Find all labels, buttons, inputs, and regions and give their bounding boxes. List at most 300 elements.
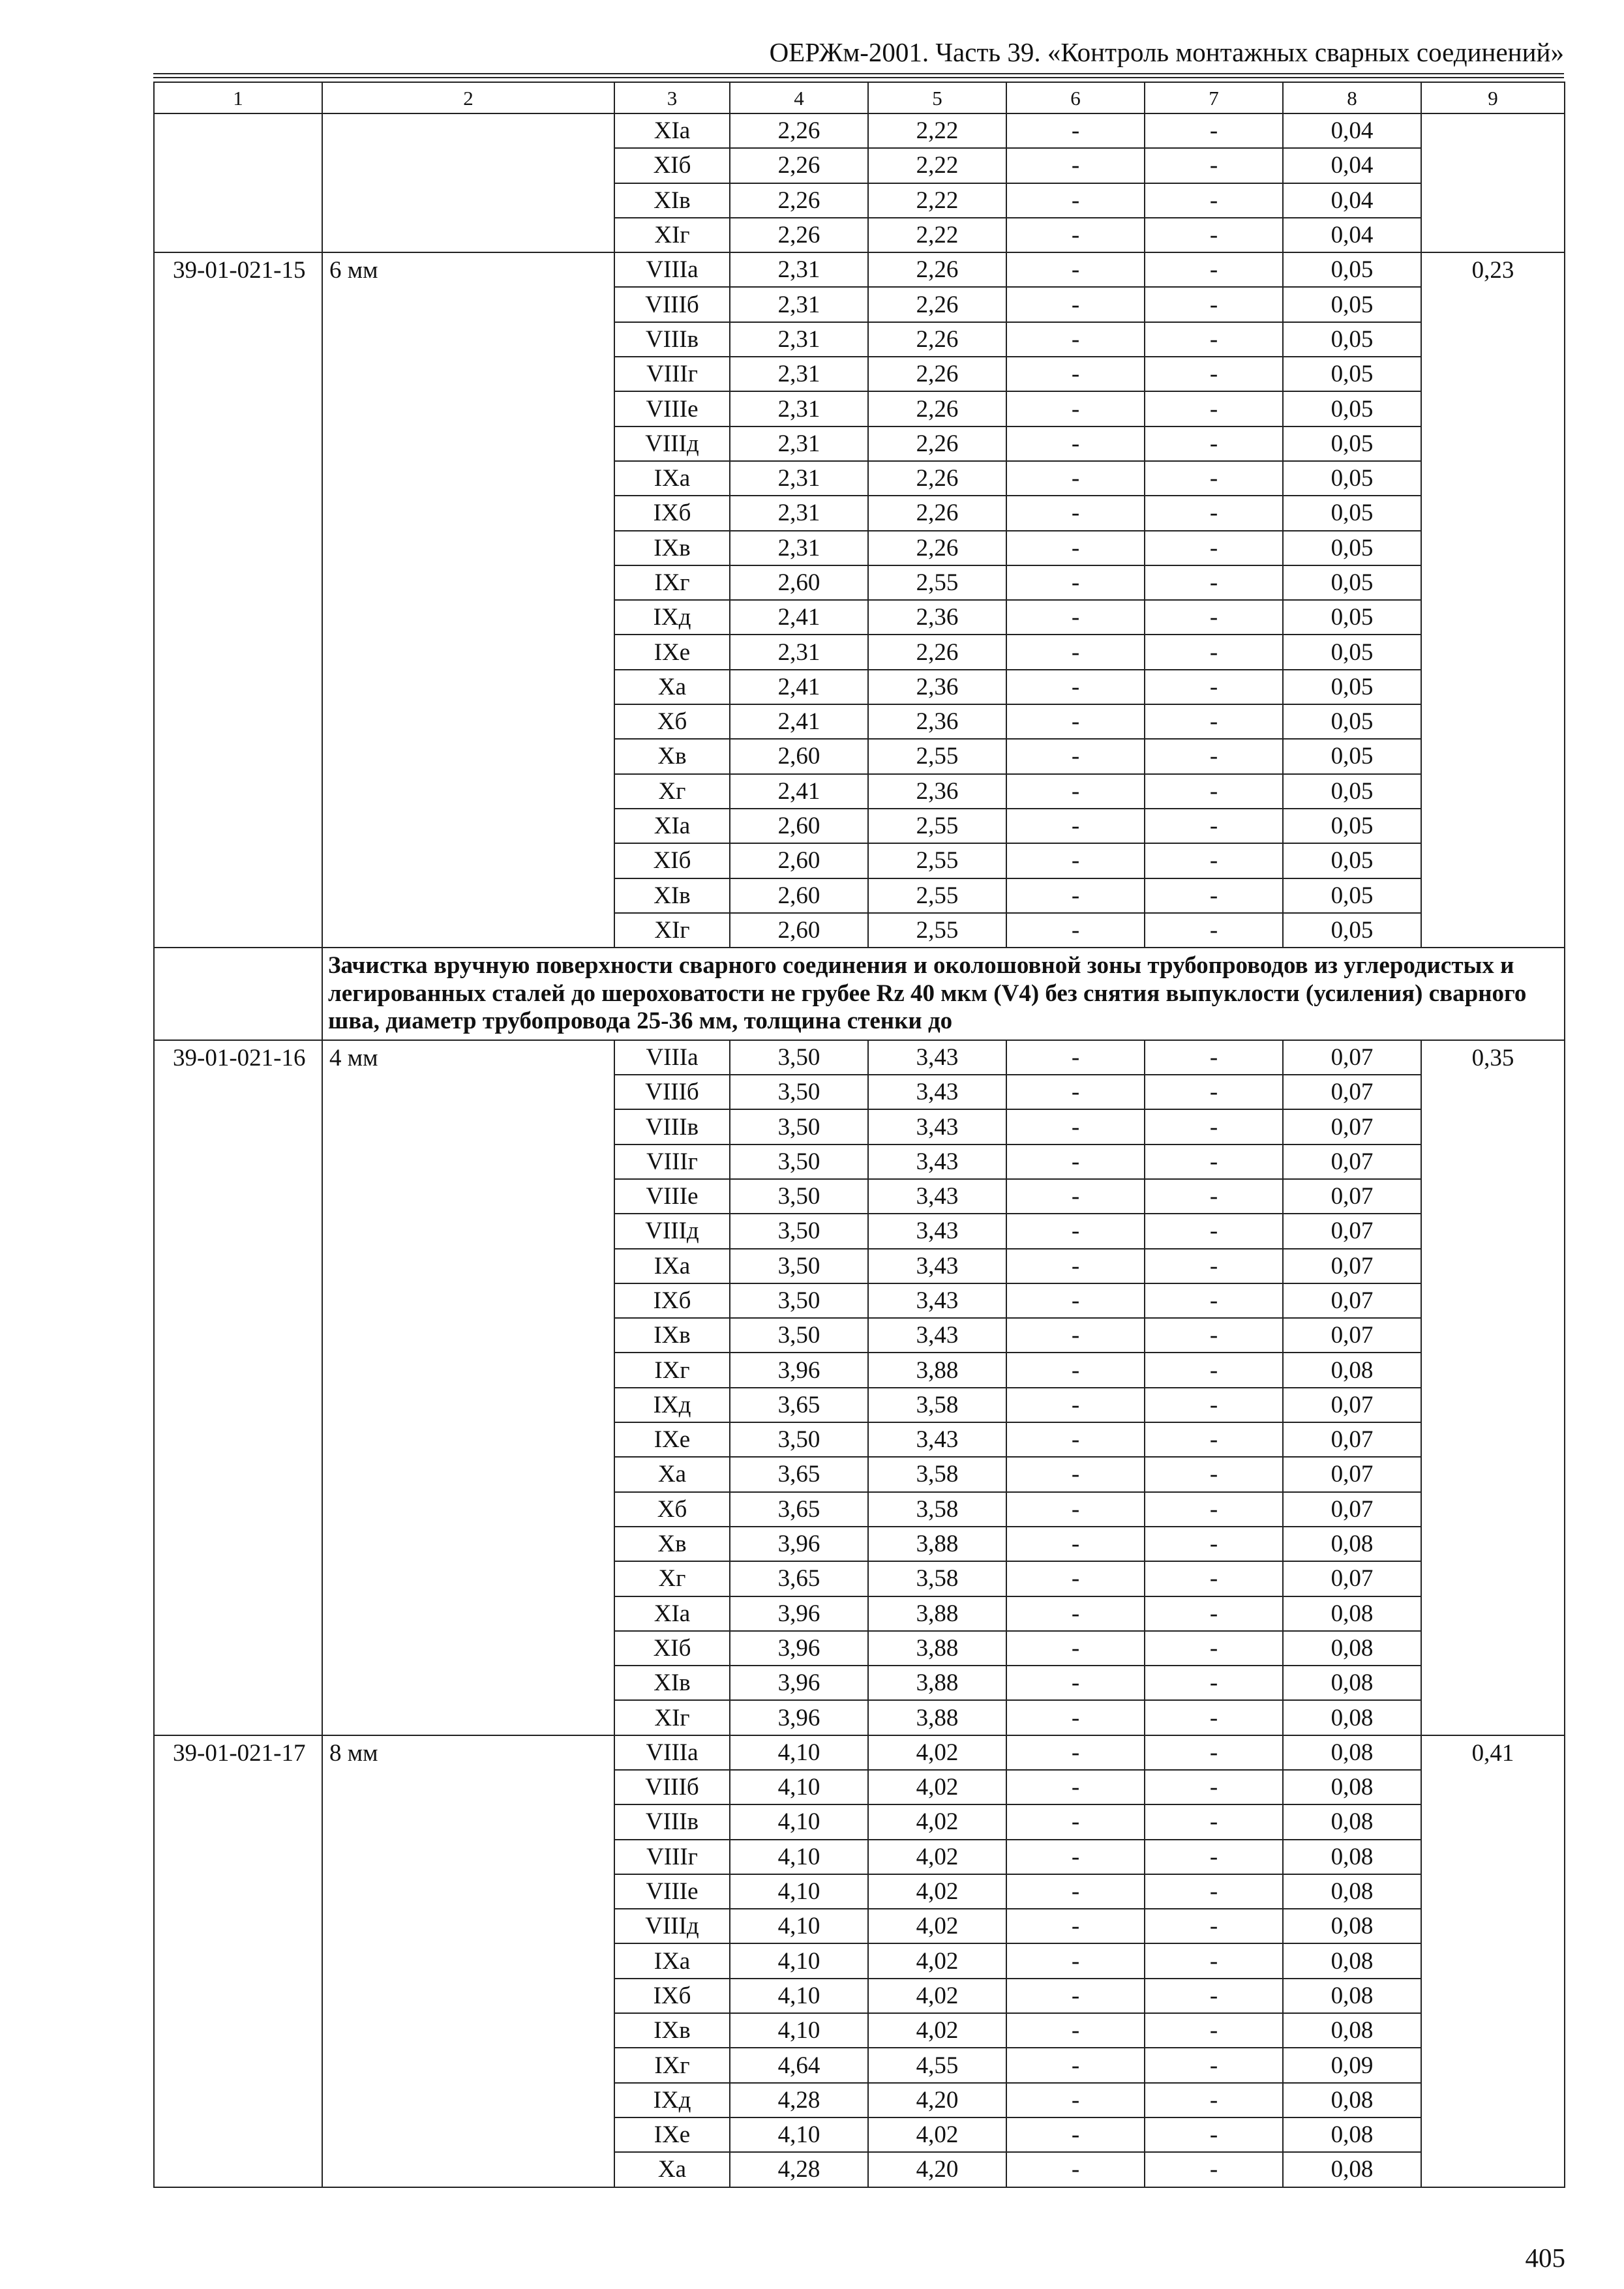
value-cell: -	[1006, 148, 1145, 183]
item-code: 39-01-021-15	[154, 252, 322, 948]
value-cell: 0,05	[1283, 391, 1421, 426]
category-cell: VIIIe	[614, 1874, 730, 1909]
value-cell: 4,55	[868, 2048, 1006, 2082]
value-cell: -	[1145, 843, 1283, 878]
value-cell: -	[1145, 1353, 1283, 1387]
item-code: 39-01-021-17	[154, 1735, 322, 2187]
value-cell: -	[1006, 531, 1145, 565]
value-cell: 2,31	[730, 635, 868, 669]
category-cell: Xв	[614, 1527, 730, 1561]
table-row	[154, 1735, 1565, 1770]
category-cell: XIг	[614, 1700, 730, 1735]
category-cell: VIIIв	[614, 1109, 730, 1144]
value-cell: -	[1006, 1666, 1145, 1700]
value-cell: 0,08	[1283, 1979, 1421, 2013]
category-cell: IXб	[614, 1283, 730, 1318]
value-cell: 0,07	[1283, 1457, 1421, 1491]
value-cell: -	[1145, 2117, 1283, 2152]
value-cell: 3,58	[868, 1492, 1006, 1527]
value-cell: -	[1145, 1666, 1283, 1700]
value-cell: -	[1145, 391, 1283, 426]
value-cell: -	[1145, 774, 1283, 809]
value-cell: 0,07	[1283, 1318, 1421, 1353]
value-cell: -	[1006, 1179, 1145, 1214]
table-body	[154, 82, 1565, 2187]
header-divider	[153, 73, 1564, 78]
value-cell: 2,36	[868, 704, 1006, 739]
value-cell: -	[1145, 1422, 1283, 1457]
value-cell: -	[1006, 565, 1145, 600]
value-cell: -	[1006, 1075, 1145, 1109]
category-cell: XIг	[614, 913, 730, 948]
value-cell: -	[1006, 2048, 1145, 2082]
value-cell: 4,64	[730, 2048, 868, 2082]
value-cell: 2,60	[730, 809, 868, 843]
value-cell: 3,96	[730, 1700, 868, 1735]
value-cell: 2,26	[730, 183, 868, 218]
column-number: 4	[730, 82, 868, 113]
value-cell: 4,02	[868, 1979, 1006, 2013]
value-cell: 0,05	[1283, 600, 1421, 635]
value-cell: -	[1006, 1735, 1145, 1770]
value-cell: 0,08	[1283, 1804, 1421, 1839]
category-cell: XIб	[614, 1631, 730, 1666]
value-cell: 0,07	[1283, 1388, 1421, 1422]
value-cell: 3,88	[868, 1631, 1006, 1666]
value-cell: -	[1145, 2013, 1283, 2048]
value-cell: 3,65	[730, 1561, 868, 1596]
value-cell: -	[1145, 252, 1283, 287]
value-cell: 4,10	[730, 1840, 868, 1874]
value-cell: 2,31	[730, 252, 868, 287]
value-cell: 2,26	[868, 496, 1006, 530]
value-cell: -	[1006, 2013, 1145, 2048]
value-cell: -	[1145, 1075, 1283, 1109]
value-cell: -	[1006, 1214, 1145, 1248]
category-cell: Xa	[614, 1457, 730, 1491]
value-cell: 0,08	[1283, 1527, 1421, 1561]
value-cell: -	[1006, 1700, 1145, 1735]
value-cell: 3,96	[730, 1596, 868, 1631]
value-cell: -	[1006, 1109, 1145, 1144]
value-cell: -	[1145, 1909, 1283, 1943]
value-cell: -	[1145, 1561, 1283, 1596]
value-cell: -	[1145, 1631, 1283, 1666]
value-cell: 0,07	[1283, 1283, 1421, 1318]
value-cell: -	[1006, 1840, 1145, 1874]
value-cell: 0,08	[1283, 2083, 1421, 2117]
value-cell: -	[1006, 1527, 1145, 1561]
category-cell: VIIIб	[614, 287, 730, 322]
value-cell: -	[1006, 1561, 1145, 1596]
value-cell: 4,10	[730, 1770, 868, 1804]
value-cell: 2,55	[868, 878, 1006, 913]
value-cell: -	[1006, 1040, 1145, 1075]
value-cell: -	[1145, 1770, 1283, 1804]
category-cell: VIIIв	[614, 1804, 730, 1839]
value-cell: 2,26	[730, 148, 868, 183]
category-cell: IXa	[614, 1249, 730, 1283]
value-cell: 2,60	[730, 913, 868, 948]
category-cell: Xa	[614, 670, 730, 704]
value-cell: 0,07	[1283, 1109, 1421, 1144]
value-cell: 2,26	[868, 252, 1006, 287]
category-cell: XIв	[614, 878, 730, 913]
value-cell: 3,50	[730, 1422, 868, 1457]
value-cell: -	[1145, 1214, 1283, 1248]
value-cell: 0,05	[1283, 496, 1421, 530]
value-cell: -	[1145, 218, 1283, 252]
value-cell: -	[1006, 218, 1145, 252]
category-cell: VIIIa	[614, 1735, 730, 1770]
value-cell: 2,22	[868, 113, 1006, 148]
value-cell: 3,88	[868, 1527, 1006, 1561]
value-cell: 3,65	[730, 1457, 868, 1491]
category-cell: Xa	[614, 2152, 730, 2187]
value-cell: 4,02	[868, 2013, 1006, 2048]
value-cell: 4,20	[868, 2152, 1006, 2187]
value-cell: -	[1006, 1804, 1145, 1839]
value-cell: 2,31	[730, 322, 868, 357]
value-cell: 4,10	[730, 1979, 868, 2013]
value-cell: -	[1145, 1179, 1283, 1214]
value-cell: 0,08	[1283, 1874, 1421, 1909]
value-cell: 3,43	[868, 1283, 1006, 1318]
category-cell: VIIIe	[614, 391, 730, 426]
category-cell: XIв	[614, 183, 730, 218]
value-cell: 0,05	[1283, 739, 1421, 773]
value-cell: -	[1006, 635, 1145, 669]
value-cell: 3,65	[730, 1492, 868, 1527]
value-cell: -	[1145, 322, 1283, 357]
value-cell: 3,43	[868, 1214, 1006, 1248]
category-cell: IXв	[614, 531, 730, 565]
value-cell: 0,04	[1283, 183, 1421, 218]
item-code	[154, 113, 322, 252]
value-cell: 4,02	[868, 1804, 1006, 1839]
value-cell: -	[1006, 913, 1145, 948]
norms-table	[153, 82, 1565, 2188]
group-total: 0,41	[1421, 1735, 1565, 2187]
value-cell: -	[1006, 496, 1145, 530]
value-cell: 0,08	[1283, 1770, 1421, 1804]
category-cell: Xг	[614, 1561, 730, 1596]
value-cell: 0,05	[1283, 461, 1421, 496]
value-cell: 0,05	[1283, 878, 1421, 913]
value-cell: 3,88	[868, 1596, 1006, 1631]
value-cell: -	[1145, 1144, 1283, 1179]
value-cell: -	[1145, 809, 1283, 843]
category-cell: IXe	[614, 635, 730, 669]
value-cell: 0,08	[1283, 1700, 1421, 1735]
category-cell: VIIIe	[614, 1179, 730, 1214]
value-cell: 0,04	[1283, 148, 1421, 183]
section-row	[154, 948, 1565, 1040]
value-cell: 0,05	[1283, 635, 1421, 669]
value-cell: -	[1145, 461, 1283, 496]
value-cell: 3,88	[868, 1666, 1006, 1700]
category-cell: XIб	[614, 843, 730, 878]
value-cell: 0,05	[1283, 843, 1421, 878]
value-cell: -	[1145, 2083, 1283, 2117]
value-cell: 3,43	[868, 1179, 1006, 1214]
category-cell: VIIIб	[614, 1770, 730, 1804]
value-cell: 0,05	[1283, 913, 1421, 948]
table-row	[154, 252, 1565, 287]
value-cell: 2,22	[868, 218, 1006, 252]
value-cell: -	[1006, 322, 1145, 357]
category-cell: IXб	[614, 1979, 730, 2013]
value-cell: 2,31	[730, 287, 868, 322]
value-cell: 2,26	[868, 391, 1006, 426]
value-cell: -	[1006, 1353, 1145, 1387]
value-cell: -	[1006, 252, 1145, 287]
value-cell: 0,05	[1283, 704, 1421, 739]
value-cell: 0,08	[1283, 1631, 1421, 1666]
category-cell: VIIIa	[614, 252, 730, 287]
value-cell: 0,07	[1283, 1561, 1421, 1596]
value-cell: 2,26	[868, 357, 1006, 391]
value-cell: -	[1145, 113, 1283, 148]
category-cell: VIIIд	[614, 1909, 730, 1943]
value-cell: -	[1145, 635, 1283, 669]
value-cell: 0,05	[1283, 809, 1421, 843]
value-cell: 0,07	[1283, 1214, 1421, 1248]
value-cell: 2,26	[730, 113, 868, 148]
column-number-row	[154, 82, 1565, 113]
value-cell: 2,55	[868, 739, 1006, 773]
value-cell: -	[1006, 2152, 1145, 2187]
value-cell: 0,08	[1283, 1909, 1421, 1943]
category-cell: Xг	[614, 774, 730, 809]
value-cell: -	[1006, 1249, 1145, 1283]
category-cell: XIв	[614, 1666, 730, 1700]
value-cell: 0,05	[1283, 322, 1421, 357]
value-cell: 2,22	[868, 148, 1006, 183]
value-cell: 0,07	[1283, 1492, 1421, 1527]
value-cell: 2,31	[730, 496, 868, 530]
value-cell: -	[1145, 1527, 1283, 1561]
value-cell: 2,26	[730, 218, 868, 252]
value-cell: -	[1145, 878, 1283, 913]
value-cell: -	[1006, 704, 1145, 739]
category-cell: IXв	[614, 1318, 730, 1353]
value-cell: 0,08	[1283, 1943, 1421, 1978]
value-cell: 3,88	[868, 1700, 1006, 1735]
value-cell: 2,31	[730, 461, 868, 496]
value-cell: -	[1006, 809, 1145, 843]
category-cell: VIIIa	[614, 1040, 730, 1075]
category-cell: XIa	[614, 809, 730, 843]
category-cell: IXб	[614, 496, 730, 530]
value-cell: -	[1006, 426, 1145, 461]
value-cell: -	[1006, 1874, 1145, 1909]
value-cell: -	[1145, 2048, 1283, 2082]
value-cell: 4,10	[730, 1909, 868, 1943]
category-cell: IXe	[614, 1422, 730, 1457]
item-code: 39-01-021-16	[154, 1040, 322, 1735]
value-cell: 3,43	[868, 1249, 1006, 1283]
value-cell: 4,10	[730, 2013, 868, 2048]
category-cell: IXв	[614, 2013, 730, 2048]
value-cell: -	[1145, 1943, 1283, 1978]
value-cell: 4,02	[868, 1909, 1006, 1943]
value-cell: 0,05	[1283, 565, 1421, 600]
value-cell: 3,43	[868, 1422, 1006, 1457]
value-cell: 0,08	[1283, 1596, 1421, 1631]
value-cell: 4,10	[730, 1943, 868, 1978]
value-cell: 3,50	[730, 1144, 868, 1179]
value-cell: 3,96	[730, 1666, 868, 1700]
value-cell: -	[1145, 1804, 1283, 1839]
value-cell: -	[1145, 357, 1283, 391]
value-cell: -	[1145, 1735, 1283, 1770]
value-cell: 2,41	[730, 704, 868, 739]
value-cell: 0,07	[1283, 1249, 1421, 1283]
value-cell: 3,96	[730, 1631, 868, 1666]
value-cell: -	[1006, 1979, 1145, 2013]
column-number: 6	[1006, 82, 1145, 113]
value-cell: 0,08	[1283, 2152, 1421, 2187]
value-cell: 0,07	[1283, 1040, 1421, 1075]
value-cell: 0,07	[1283, 1179, 1421, 1214]
value-cell: -	[1006, 1388, 1145, 1422]
value-cell: -	[1145, 565, 1283, 600]
column-number: 9	[1421, 82, 1565, 113]
value-cell: -	[1006, 1457, 1145, 1491]
category-cell: IXa	[614, 461, 730, 496]
value-cell: -	[1006, 1909, 1145, 1943]
value-cell: -	[1145, 1700, 1283, 1735]
category-cell: XIб	[614, 148, 730, 183]
value-cell: 0,05	[1283, 357, 1421, 391]
value-cell: 0,04	[1283, 218, 1421, 252]
value-cell: -	[1145, 1874, 1283, 1909]
value-cell: 3,43	[868, 1144, 1006, 1179]
value-cell: 3,50	[730, 1214, 868, 1248]
value-cell: -	[1145, 496, 1283, 530]
value-cell: 4,28	[730, 2152, 868, 2187]
column-number: 7	[1145, 82, 1283, 113]
value-cell: 4,10	[730, 1804, 868, 1839]
column-number: 5	[868, 82, 1006, 113]
group-total: 0,35	[1421, 1040, 1565, 1735]
value-cell: -	[1145, 1979, 1283, 2013]
value-cell: -	[1145, 1318, 1283, 1353]
value-cell: 3,96	[730, 1353, 868, 1387]
value-cell: 2,26	[868, 531, 1006, 565]
group-total	[1421, 113, 1565, 252]
value-cell: -	[1145, 1109, 1283, 1144]
category-cell: XIг	[614, 218, 730, 252]
value-cell: 4,02	[868, 1735, 1006, 1770]
value-cell: 2,22	[868, 183, 1006, 218]
value-cell: 2,55	[868, 565, 1006, 600]
category-cell: VIIIг	[614, 357, 730, 391]
item-wall-thickness	[322, 113, 614, 252]
value-cell: -	[1006, 774, 1145, 809]
value-cell: -	[1145, 1840, 1283, 1874]
value-cell: 4,28	[730, 2083, 868, 2117]
value-cell: -	[1145, 913, 1283, 948]
category-cell: VIIIд	[614, 426, 730, 461]
category-cell: IXa	[614, 1943, 730, 1978]
value-cell: 4,02	[868, 2117, 1006, 2152]
value-cell: 3,50	[730, 1040, 868, 1075]
category-cell: Xб	[614, 704, 730, 739]
category-cell: VIIIд	[614, 1214, 730, 1248]
value-cell: 2,26	[868, 322, 1006, 357]
value-cell: -	[1006, 357, 1145, 391]
value-cell: 2,41	[730, 774, 868, 809]
category-cell: IXд	[614, 1388, 730, 1422]
value-cell: -	[1145, 287, 1283, 322]
value-cell: 4,10	[730, 1874, 868, 1909]
value-cell: -	[1145, 1492, 1283, 1527]
value-cell: 2,41	[730, 670, 868, 704]
value-cell: -	[1006, 461, 1145, 496]
table-row	[154, 1040, 1565, 1075]
value-cell: -	[1006, 2083, 1145, 2117]
category-cell: VIIIб	[614, 1075, 730, 1109]
value-cell: -	[1006, 1596, 1145, 1631]
value-cell: 3,58	[868, 1388, 1006, 1422]
value-cell: -	[1006, 1318, 1145, 1353]
column-number: 8	[1283, 82, 1421, 113]
value-cell: 2,60	[730, 878, 868, 913]
value-cell: 4,02	[868, 1943, 1006, 1978]
value-cell: -	[1006, 1770, 1145, 1804]
category-cell: VIIIг	[614, 1840, 730, 1874]
table-row	[154, 113, 1565, 148]
value-cell: 0,07	[1283, 1144, 1421, 1179]
value-cell: -	[1145, 148, 1283, 183]
value-cell: -	[1006, 600, 1145, 635]
value-cell: -	[1006, 1422, 1145, 1457]
value-cell: 2,26	[868, 426, 1006, 461]
category-cell: IXг	[614, 2048, 730, 2082]
value-cell: -	[1006, 2117, 1145, 2152]
column-number: 2	[322, 82, 614, 113]
value-cell: -	[1145, 739, 1283, 773]
column-number: 3	[614, 82, 730, 113]
value-cell: -	[1145, 531, 1283, 565]
value-cell: 3,50	[730, 1109, 868, 1144]
category-cell: VIIIв	[614, 322, 730, 357]
value-cell: 0,08	[1283, 1353, 1421, 1387]
category-cell: IXд	[614, 2083, 730, 2117]
value-cell: 0,04	[1283, 113, 1421, 148]
value-cell: -	[1145, 1249, 1283, 1283]
category-cell: Xв	[614, 739, 730, 773]
value-cell: 3,88	[868, 1353, 1006, 1387]
value-cell: 3,50	[730, 1249, 868, 1283]
value-cell: 3,50	[730, 1283, 868, 1318]
value-cell: -	[1145, 600, 1283, 635]
value-cell: 3,65	[730, 1388, 868, 1422]
value-cell: -	[1145, 1457, 1283, 1491]
value-cell: 0,07	[1283, 1075, 1421, 1109]
value-cell: 3,43	[868, 1040, 1006, 1075]
value-cell: 0,08	[1283, 2117, 1421, 2152]
value-cell: -	[1145, 1388, 1283, 1422]
section-description: Зачистка вручную поверхности сварного соединения и околошовной зоны трубопроводов из углеродистых и легированных сталей до шероховатости не грубее Rz 40 мкм (V4) без снятия выпуклости (усиления) сварного шва, диаметр трубопровода 25-36 мм, толщина стенки до	[322, 948, 1565, 1040]
value-cell: 4,02	[868, 1770, 1006, 1804]
value-cell: 4,02	[868, 1874, 1006, 1909]
value-cell: 0,05	[1283, 531, 1421, 565]
value-cell: 2,36	[868, 670, 1006, 704]
value-cell: 2,55	[868, 809, 1006, 843]
